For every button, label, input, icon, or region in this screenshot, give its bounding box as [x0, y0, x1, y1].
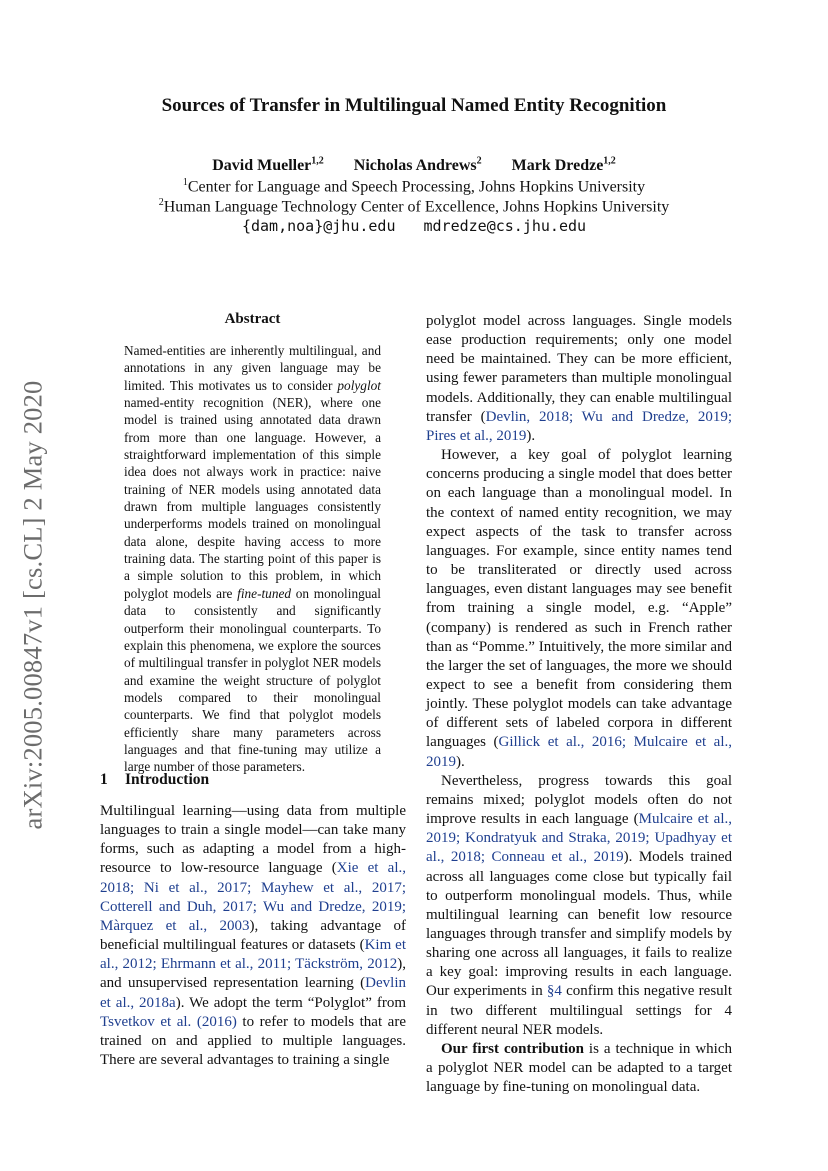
author-name: David Mueller [212, 157, 312, 175]
arxiv-id: arXiv:2005.00847v1 [cs.CL] 2 May 2020 [17, 380, 48, 830]
intro-paragraph-3: Nevertheless, progress towards this goal remains mixed; polyglot models often do not improve results in each language (Mulcaire et al., 2019; Kondratyuk and Straka, 2019; Upadhyay et al., 2018; Conneau et al., 2019). Models trained across all languages come close but typically fail to outperform monolingual models. Thus, while multilingual learning can benefit low resource languages through transfer and simplify models by sharing one across all languages, it fails to realize a key goal: improving results in each language. Our experiments in §4 confirm this negative result in two different multilingual settings for 4 different neural NER models. [426, 772, 733, 1038]
email: {dam,noa}@jhu.edu [241, 217, 396, 235]
intro-paragraph-1-continued: polyglot model across languages. Single models ease production requirements; only one model need be maintained. They can be more efficient, using fewer parameters than multiple monolingual models. Additionally, they can enable multilingual transfer (Devlin, 2018; Wu and Dredze, 2019; Pires et al., 2019). [426, 313, 732, 444]
section-reference-link[interactable]: §4 [546, 983, 562, 1000]
email: mdredze@cs.jhu.edu [423, 217, 587, 235]
affiliation [0, 197, 828, 216]
citation-link[interactable]: Mulcaire et al., 2019; Kondratyuk and Straka, 2019; Upadhyay et al., 2018; Conneau et al., 2019 [426, 811, 732, 866]
citation-link[interactable]: Devlin et al., 2018a [100, 975, 406, 1011]
affiliation [0, 177, 828, 196]
citation-link[interactable]: Tsvetkov et al. (2016) [100, 1013, 237, 1030]
arxiv-stamp [12, 370, 54, 840]
intro-paragraph-2: However, a key goal of polyglot learning concerns producing a single model that does better on each language than a monolingual model. In the context of named entity recognition, we may expect aspects of the task to transfer across languages. For example, since entity names tend to be transliterated or directly used across languages, even distant languages may see benefit from training a single model, e.g. “Apple” (company) is rendered as such in French rather than as “Pomme.” Intuitively, the more similar and the larger the set of languages, the more we should expect to see a benefit from considering them jointly. These polyglot models can take advantage of different sets of labeled corpora in different languages (Gillick et al., 2016; Mulcaire et al., 2019). [426, 447, 732, 770]
author-name: Nicholas Andrews [353, 157, 477, 175]
citation-link[interactable]: Gillick et al., 2016; Mulcaire et al., 2019 [426, 734, 732, 770]
affiliation-mark: 2 [158, 197, 164, 208]
citation-link[interactable]: Xie et al., 2018; Ni et al., 2017; Mayhew et al., 2017; Cotterell and Duh, 2017; Wu and Dredze, 2019; Màrquez et al., 2003 [100, 860, 407, 934]
paper-title: Sources of Transfer in Multilingual Named Entity Recognition [161, 95, 667, 116]
section-number: 1 [100, 771, 108, 788]
author-affiliation-mark: 1,2 [603, 156, 616, 167]
author [512, 157, 616, 174]
author-emails [0, 217, 828, 235]
citation-link[interactable]: Kim et al., 2012; Ehrmann et al., 2011; Täckström, 2012 [100, 937, 406, 973]
citation-link[interactable]: Devlin, 2018; Wu and Dredze, 2019; Pires et al., 2019 [426, 408, 732, 444]
author-name: Mark Dredze [511, 157, 604, 175]
affiliation-text: Center for Language and Speech Processing, Johns Hopkins University [187, 178, 646, 196]
intro-paragraph-4: Our first contribution is a technique in which a polyglot NER model can be adapted to a target language by fine-tuning on monolingual data. [426, 1040, 733, 1096]
intro-paragraph-1: Multilingual learning—using data from multiple languages to train a single model—can take many forms, such as adapting a model from a high-resource to low-resource language (Xie et al., 2018; Ni et al., 2017; Mayhew et al., 2017; Cotterell and Duh, 2017; Wu and Dredze, 2019; Màrquez et al., 2003), taking advantage of beneficial multilingual features or datasets (Kim et al., 2012; Ehrmann et al., 2011; Täckström, 2012), and unsupervised representation learning (Devlin et al., 2018a). We adopt the term “Polyglot” from Tsvetkov et al. (2016) to refer to models that are trained on and applied to multiple languages. There are several advantages to training a single [100, 803, 407, 1069]
right-column-body [426, 312, 732, 1097]
section-title: Introduction [125, 771, 210, 788]
section-heading [100, 771, 410, 789]
author-affiliation-mark: 2 [476, 156, 482, 167]
author-affiliation-mark: 1,2 [311, 156, 324, 167]
affiliation-mark: 1 [182, 177, 188, 188]
author [212, 157, 324, 174]
affiliation-text: Human Language Technology Center of Excellence, Johns Hopkins University [163, 198, 670, 216]
left-column-body [100, 802, 406, 1070]
author-list [0, 156, 828, 175]
abstract-text: Named-entities are inherently multilingual, and annotations in any given language may be limited. This motivates us to consider polyglot named-entity recognition (NER), where one model is trained using annotated data drawn from more than one language. However, a straightforward implementation of this simple idea does not always work in practice: naive training of NER models using annotated data drawn from multiple languages consistently underperforms models trained on monolingual data alone, despite having access to more training data. The starting point of this paper is a simple solution to this problem, in which polyglot models are fine-tuned on monolingual data to consistently and significantly outperform their monolingual counterparts. To explain this phenomena, we explore the sources of multilingual transfer in polyglot NER models and examine the weight structure of polyglot models compared to their monolingual counterparts. We find that polyglot models efficiently share many parameters across languages and that fine-tuning may utilize a large number of those parameters. [124, 343, 381, 775]
abstract-heading: Abstract [224, 311, 281, 327]
author [354, 157, 482, 174]
